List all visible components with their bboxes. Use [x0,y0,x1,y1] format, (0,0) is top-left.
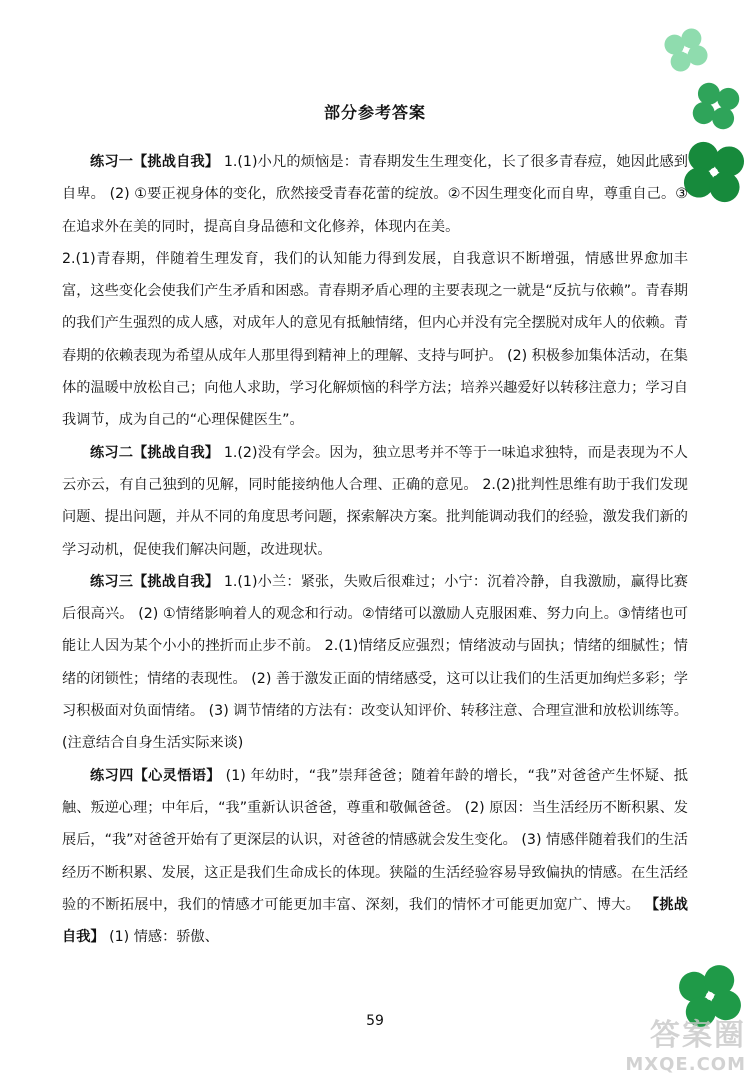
answer-content [62,146,688,953]
section-tail-label: 【挑战自我】 [62,896,688,946]
section-text: 1.(1)小兰：紧张，失败后很难过；小宁：沉着冷静，自我激励，赢得比赛后很高兴。 (2) ①情绪影响着人的观念和行动。②情绪可以激励人克服困难、努力向上。③情绪也可能让人因为某个小小的挫折而止步不前。 2.(1)情绪反应强烈；情绪波动与固执；情绪的细腻性；情绪的闭锁性；情绪的表现性。 (2) 善于激发正面的情绪感受，这可以让我们的生活更加绚烂多彩；学习积极面对负面情绪。 (3) 调节情绪的方法有：改变认知评价、转移注意、合理宣泄和放松训练等。(注意结合自身生活实际来谈) [62,573,688,752]
section-text: 1.(1)小凡的烦恼是：青春期发生生理变化，长了很多青春痘，她因此感到自卑。 (2) ①要正视身体的变化，欣然接受青春花蕾的绽放。②不因生理变化而自卑，尊重自己。③在追求外在美的同时，提高自身品德和文化修养，体现内在美。 [62,154,688,235]
section-label: 练习二【挑战自我】 [90,444,220,461]
section-label: 练习四【心灵悟语】 [90,767,221,784]
section-label: 练习一【挑战自我】 [90,154,220,170]
section-exercise-1 [62,146,688,243]
watermark-line-1: 答案圈 [650,1018,746,1053]
section-text: 2.(1)青春期，伴随着生理发育，我们的认知能力得到发展，自我意识不断增强，情感世界愈加丰富，这些变化会使我们产生矛盾和困惑。青春期矛盾心理的主要表现之一就是“反抗与依赖”。青春期的我们产生强烈的成人感，对成年人的意见有抵触情绪，但内心并没有完全摆脱对成年人的依赖。青春期的依赖表现为希望从成年人那里得到精神上的理解、支持与呵护。 (2) 积极参加集体活动，在集体的温暖中放松自己；向他人求助，学习化解烦恼的科学方法；培养兴趣爱好以转移注意力；学习自我调节，成为自己的“心理保健医生”。 [62,250,688,429]
section-label: 练习三【挑战自我】 [90,573,220,590]
section-exercise-4 [62,760,688,954]
section-exercise-3 [62,566,688,760]
section-tail-text: (1) 情感：骄傲、 [109,929,219,946]
section-exercise-1-part-2 [62,243,688,437]
page-number: 59 [366,1013,384,1029]
section-exercise-2 [62,437,688,566]
watermark-line-2: MXQE.COM [625,1054,746,1075]
page-title: 部分参考答案 [323,103,426,122]
watermark [625,1010,746,1075]
section-text: (1) 年幼时，“我”崇拜爸爸；随着年龄的增长，“我”对爸爸产生怀疑、抵触、叛逆心理；中年后，“我”重新认识爸爸，尊重和敬佩爸爸。 (2) 原因：当生活经历不断积累、发展后，“我”对爸爸开始有了更深层的认识，对爸爸的情感就会发生变化。 (3) 情感伴随着我们的生活经历不断积累、发展，这正是我们生命成长的体现。狭隘的生活经验容易导致偏执的情感。在生活经验的不断拓展中，我们的情感才可能更加丰富、深刻，我们的情怀才可能更加宽广、博大。 [62,767,688,913]
section-text: 1.(2)没有学会。因为，独立思考并不等于一味追求独特，而是表现为不人云亦云，有自己独到的见解，同时能接纳他人合理、正确的意见。 2.(2)批判性思维有助于我们发现问题、提出问题，并从不同的角度思考问题，探索解决方案。批判能调动我们的经验，激发我们新的学习动机，促使我们解决问题，改进现状。 [62,444,688,558]
